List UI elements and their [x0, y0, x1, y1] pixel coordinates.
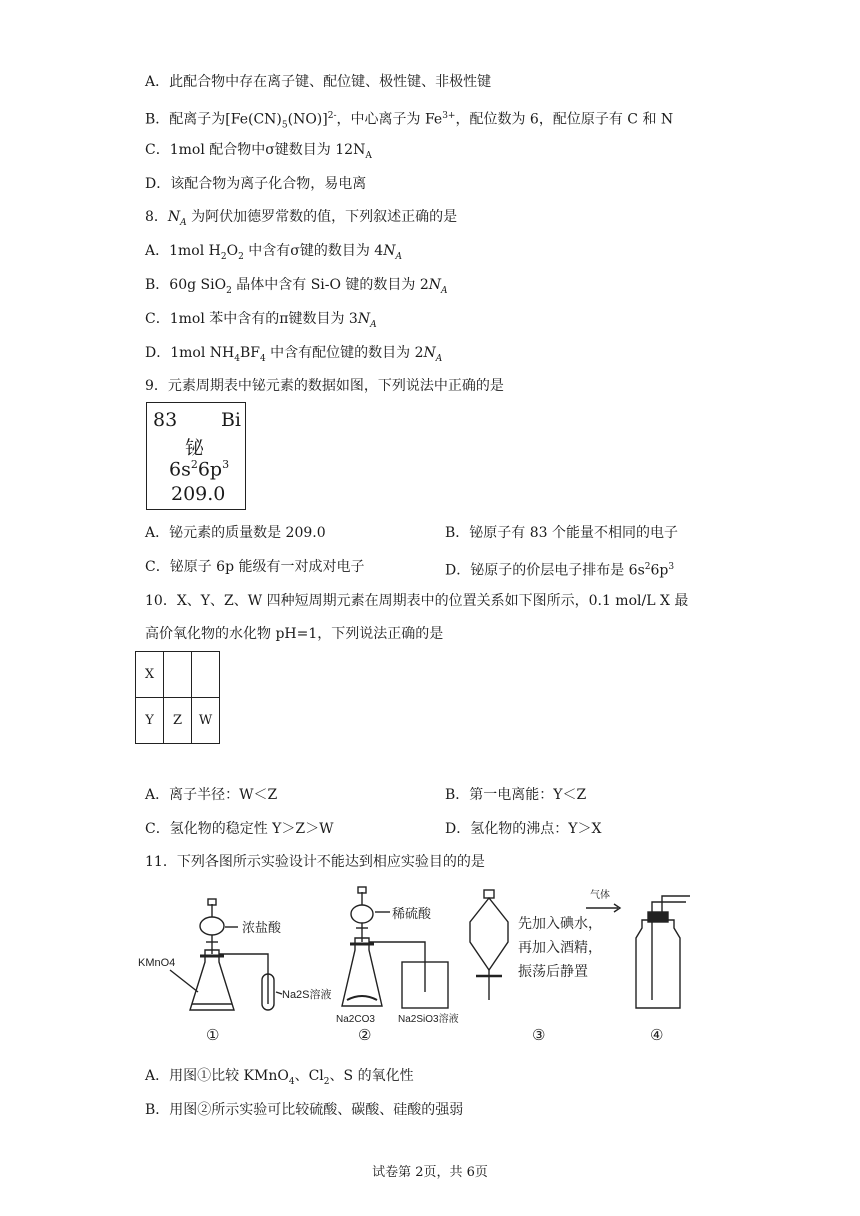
q10-stem-line2: 高价氧化物的水化物 pH=1，下列说法正确的是 [145, 626, 444, 642]
figure-1-apparatus [170, 899, 282, 1010]
atomic-mass: 209.0 [171, 483, 226, 505]
page-footer: 试卷第 2页，共 6页 [372, 1165, 488, 1180]
fig3-number: ③ [532, 1027, 546, 1044]
fig3-text-line2: 再加入酒精， [518, 939, 602, 955]
fig1-number: ① [206, 1027, 220, 1044]
atomic-number: 83 [153, 409, 178, 431]
q9-option-a: A．铋元素的质量数是 209.0 [145, 525, 326, 541]
q11-option-b: B．用图②所示实验可比较硫酸、碳酸、硅酸的强弱 [145, 1102, 464, 1118]
q8-stem: 8．$N_A$ 为阿伏加德罗常数的值，下列叙述正确的是 [145, 209, 458, 228]
figure-3-separatory-funnel [470, 890, 508, 1000]
q7-option-b: B．配离子为$[Fe(CN)_5(NO)]^{2-}$，中心离子为 $Fe^{3+}$，配位数为 6，配位原子有 C 和 N [145, 111, 674, 131]
q10-option-d: D．氢化物的沸点：Y＞X [445, 821, 602, 837]
q8-option-d: D．1mol $NH_4BF_4$ 中含有配位键的数目为 $2N_A$ [145, 345, 443, 364]
fig2-acid-label: 稀硫酸 [392, 906, 432, 921]
q7-option-c: C．1mol 配合物中σ键数目为 $12N_A$ [145, 142, 372, 161]
fig3-text-line1: 先加入碘水， [518, 915, 602, 931]
q9-option-b: B．铋原子有 83 个能量不相同的电子 [445, 525, 679, 541]
q11-option-a: A．用图①比较 KMnO$_4$、$Cl_2$、S 的氧化性 [145, 1068, 414, 1087]
q8-option-b: B．60g SiO$_2$ 晶体中含有 Si-O 键的数目为 $2N_A$ [145, 277, 448, 296]
q11-stem: 11．下列各图所示实验设计不能达到相应实验目的的是 [145, 854, 485, 870]
element-name: 铋 [185, 437, 205, 459]
fig3-text-line3: 振荡后静置 [518, 963, 588, 979]
q7-option-d: D．该配合物为离子化合物，易电离 [145, 176, 367, 192]
fig2-solution-label: Na2SiO3溶液 [398, 1014, 459, 1025]
element-symbol: Bi [220, 409, 241, 431]
cell-x: X [136, 652, 164, 698]
fig1-acid-label: 浓盐酸 [242, 920, 282, 935]
cell-w: W [192, 698, 220, 744]
cell-y: Y [136, 698, 164, 744]
q10-option-b: B．第一电离能：Y＜Z [445, 787, 587, 803]
fig1-solid-label: KMnO4 [138, 957, 176, 969]
element-card-bismuth [146, 402, 246, 510]
q8-option-a: A．1mol $H_2O_2$ 中含有σ键的数目为 $4N_A$ [145, 243, 402, 262]
q9-option-d: D．铋原子的价层电子排布是 $6s^26p^3$ [445, 562, 675, 579]
q9-stem: 9．元素周期表中铋元素的数据如图，下列说法中正确的是 [145, 378, 504, 394]
cell-empty [164, 652, 192, 698]
fig2-solid-label: Na2CO3 [336, 1014, 375, 1025]
q7-option-a: A．此配合物中存在离子键、配位键、极性键、非极性键 [145, 74, 492, 90]
experiment-figures [130, 882, 710, 1052]
periodic-position-table [135, 651, 220, 744]
q9-option-c: C．铋原子 6p 能级有一对成对电子 [145, 559, 365, 575]
fig1-solution-label: Na2S溶液 [282, 989, 332, 1001]
q10-option-c: C．氢化物的稳定性 Y＞Z＞W [145, 821, 334, 837]
fig4-gas-label: 气体 [590, 890, 610, 901]
q8-option-c: C．1mol 苯中含有的π键数目为 $3N_A$ [145, 311, 377, 330]
fig4-number: ④ [650, 1027, 664, 1044]
fig2-number: ② [358, 1027, 372, 1044]
q10-stem-line1: 10．X、Y、Z、W 四种短周期元素在周期表中的位置关系如下图所示，0.1 mol/L X 最 [145, 593, 689, 609]
q10-option-a: A．离子半径：W＜Z [145, 787, 278, 803]
cell-empty [192, 652, 220, 698]
electron-config: $6s^26p^3$ [169, 458, 230, 481]
cell-z: Z [164, 698, 192, 744]
